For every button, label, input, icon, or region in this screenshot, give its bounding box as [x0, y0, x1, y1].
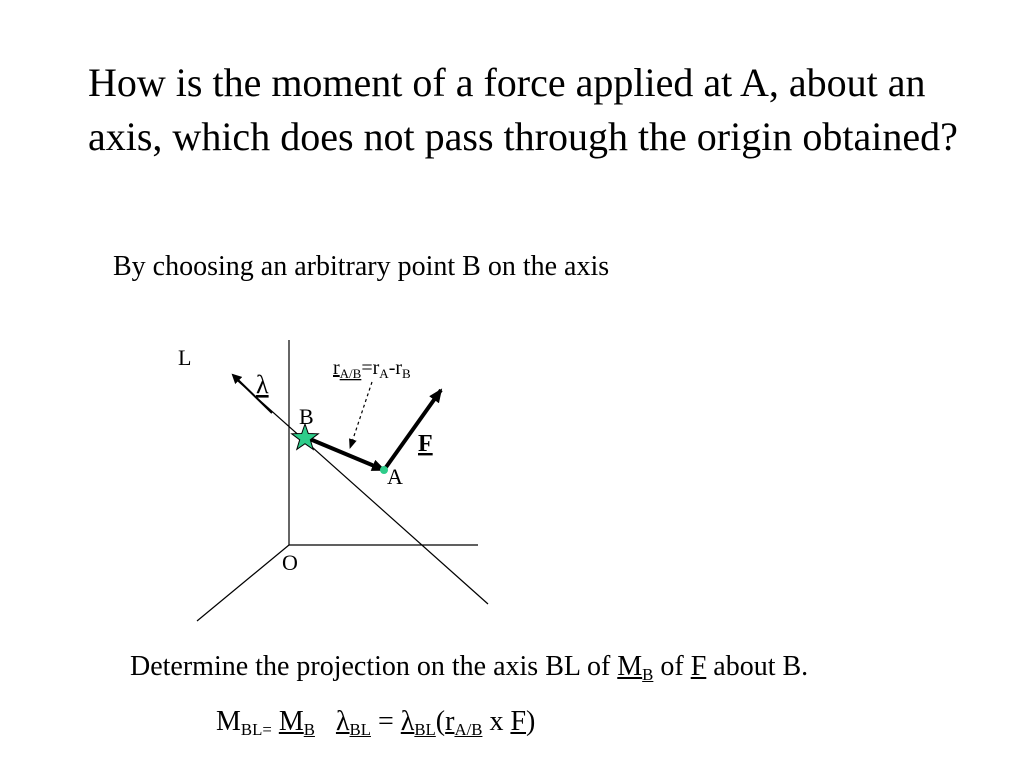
formula-r: r	[445, 706, 455, 737]
question-F: F	[690, 651, 707, 682]
r-sub-a: A	[379, 366, 389, 381]
subtitle: By choosing an arbitrary point B on the axis	[113, 251, 610, 282]
formula-MB-sub: B	[303, 720, 315, 740]
question-suffix: about B.	[706, 651, 809, 682]
question-M-sub: B	[642, 665, 654, 685]
formula-MB: M	[278, 706, 304, 737]
r-sub-ab: A/B	[339, 366, 362, 381]
question-prefix: Determine the projection on the axis BL of	[130, 651, 618, 682]
z-axis	[197, 545, 289, 621]
label-lambda: λ	[256, 370, 269, 399]
r-equals: =r	[361, 357, 380, 379]
label-B: B	[299, 404, 314, 429]
question-of: of	[653, 651, 691, 682]
label-pointer	[350, 382, 372, 448]
formula-F: F	[510, 706, 527, 737]
formula-M: M	[216, 706, 241, 737]
formula-lambda2: λ	[400, 706, 415, 737]
formula-cross: x	[482, 706, 511, 737]
r-sub-b: B	[402, 366, 411, 381]
label-L: L	[178, 345, 192, 370]
question-M: M	[617, 651, 643, 682]
question-text	[130, 650, 808, 684]
formula-lambda2-sub: BL	[414, 720, 436, 740]
formula-close: )	[526, 706, 536, 737]
r-symbol: r	[333, 357, 340, 379]
axis-line-L	[238, 381, 488, 604]
moment-formula	[216, 705, 535, 739]
formula-open: (	[435, 706, 446, 737]
formula-lambda: λ	[335, 706, 350, 737]
force-vector-F	[384, 390, 441, 470]
formula-lambda-sub: BL	[349, 720, 371, 740]
formula-r-sub: A/B	[454, 720, 483, 740]
r-minus: -r	[388, 357, 403, 379]
label-O: O	[282, 550, 298, 575]
slide-title: How is the moment of a force applied at A, about an axis, which does not pass through the origin obtained?	[88, 60, 958, 159]
label-F: F	[418, 431, 433, 457]
label-A: A	[387, 464, 403, 489]
formula-equals: =	[370, 706, 401, 737]
r-ab-vector	[305, 437, 384, 470]
formula-M-sub: BL=	[240, 720, 272, 740]
position-vector-label	[333, 357, 411, 381]
